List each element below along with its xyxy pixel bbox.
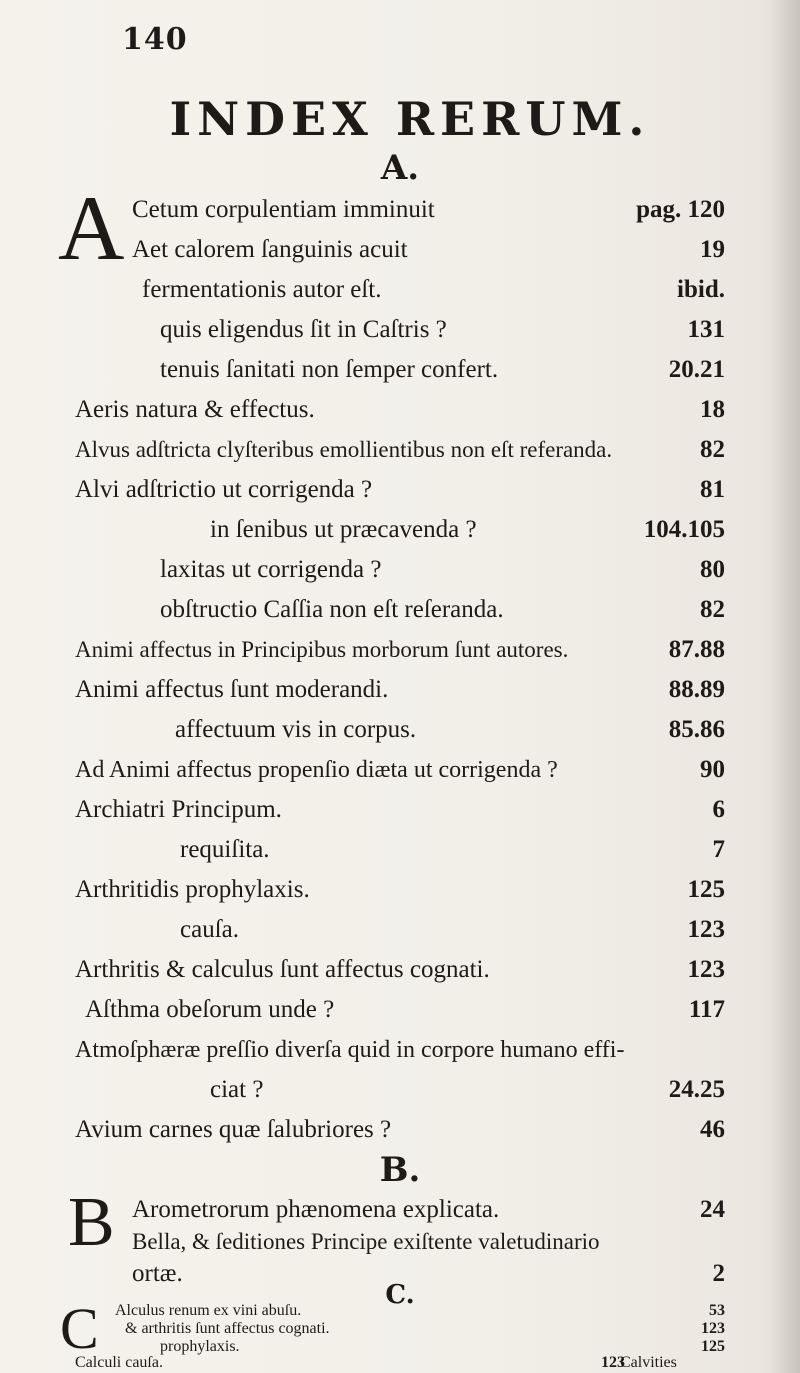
- entry-page: 82: [700, 596, 725, 623]
- entry-text: Aet calorem ſanguinis acuit: [132, 236, 408, 263]
- entry-page: 81: [700, 476, 725, 503]
- entry-text: Avium carnes quæ ſalubriores ?: [75, 1116, 392, 1143]
- entry-text: Cetum corpulentiam imminuit: [132, 196, 435, 223]
- drop-cap-c: C: [60, 1296, 99, 1361]
- index-entry: [0, 710, 800, 750]
- entry-page: 123: [701, 1320, 725, 1337]
- entry-page: 131: [687, 316, 725, 343]
- entry-page: 24.25: [668, 1076, 725, 1103]
- entry-text: prophylaxis.: [160, 1338, 240, 1355]
- entry-text: laxitas ut corrigenda ?: [160, 556, 382, 583]
- entry-text: Alculus renum ex vini abuſu.: [115, 1302, 302, 1319]
- entry-text: requiſita.: [180, 836, 270, 863]
- index-title: INDEX RERUM.: [169, 92, 651, 146]
- entry-text: Aſthma obeſorum unde ?: [85, 996, 335, 1023]
- index-entry: [0, 1320, 800, 1338]
- index-entry: [0, 470, 800, 510]
- entry-page: 88.89: [668, 676, 725, 703]
- entry-text: & arthritis ſunt affectus cognati.: [125, 1320, 330, 1337]
- index-entry: [0, 1110, 800, 1150]
- entry-text: affectuum vis in corpus.: [175, 716, 417, 743]
- entry-text: ciat ?: [210, 1076, 264, 1103]
- entry-text: Arthritidis prophylaxis.: [75, 876, 310, 903]
- entry-text: quis eligendus ſit in Caſtris ?: [160, 316, 447, 343]
- index-entry: [0, 230, 800, 270]
- index-entry: [0, 350, 800, 390]
- entry-text: Arthritis & calculus ſunt affectus cognati.: [75, 956, 490, 983]
- entry-page: 53: [709, 1302, 725, 1319]
- entry-page: 18: [700, 396, 725, 423]
- index-entry: [0, 870, 800, 910]
- entry-text: Bella, & ſeditiones Principe exiſtente valetudinario: [132, 1229, 600, 1254]
- entry-page: 123: [687, 956, 725, 983]
- entry-text: Animi affectus ſunt moderandi.: [75, 676, 389, 703]
- index-entry: [0, 910, 800, 950]
- entry-text: Calculi cauſa.: [75, 1354, 163, 1371]
- entry-text: fermentationis autor eſt.: [142, 276, 382, 303]
- entry-text: Alvi adſtrictio ut corrigenda ?: [75, 476, 373, 503]
- index-entry: [0, 990, 800, 1030]
- entry-text: Aeris natura & effectus.: [75, 396, 315, 423]
- entry-text: ortæ.: [132, 1260, 183, 1287]
- entry-page: 125: [701, 1338, 725, 1355]
- page-number: 140: [122, 22, 188, 57]
- entry-page: 117: [688, 996, 725, 1023]
- index-entry: [0, 510, 800, 550]
- page-edge-shadow: [770, 0, 800, 1373]
- index-entry: [0, 1070, 800, 1110]
- entry-text: tenuis ſanitati non ſemper confert.: [160, 356, 499, 383]
- index-entry: [0, 550, 800, 590]
- section-letter-c: C.: [385, 1280, 415, 1310]
- entry-page: 2: [712, 1260, 725, 1287]
- entry-text: cauſa.: [180, 916, 239, 943]
- entry-page: 104.105: [643, 516, 725, 543]
- index-entry: [0, 790, 800, 830]
- entry-page: 20.21: [668, 356, 725, 383]
- section-letter-a: A.: [380, 148, 420, 188]
- entry-page: 19: [700, 236, 725, 263]
- index-entry: [0, 1030, 800, 1070]
- entry-page: 24: [700, 1196, 725, 1223]
- index-entry: [0, 1354, 800, 1372]
- entry-page: 85.86: [668, 716, 725, 743]
- index-entry: [0, 430, 800, 470]
- entry-page: 123: [601, 1354, 625, 1371]
- entry-page: 80: [700, 556, 725, 583]
- entry-page: 123: [687, 916, 725, 943]
- drop-cap-a: A: [58, 177, 125, 279]
- entry-text: Animi affectus in Principibus morborum ſunt autores.: [75, 637, 569, 662]
- index-entry: [0, 630, 800, 670]
- entry-text: obſtructio Caſſia non eſt reſeranda.: [160, 596, 504, 623]
- index-entry: [0, 310, 800, 350]
- index-entry: [0, 830, 800, 870]
- entry-page: 6: [712, 796, 725, 823]
- entry-page: 125: [687, 876, 725, 903]
- index-entry: [0, 670, 800, 710]
- entry-page: 87.88: [668, 636, 725, 663]
- index-entry: [0, 390, 800, 430]
- catchword: Calvities: [620, 1354, 677, 1371]
- index-entry: [0, 270, 800, 310]
- entry-text: Atmoſphæræ preſſio diverſa quid in corpore humano effi-: [75, 1037, 625, 1063]
- entry-page: 90: [700, 756, 725, 783]
- index-entry: [0, 190, 800, 230]
- index-entry: [0, 950, 800, 990]
- entry-page: 82: [700, 436, 725, 463]
- section-letter-b: B.: [379, 1150, 421, 1190]
- entry-text: Archiatri Principum.: [75, 796, 282, 823]
- drop-cap-b: B: [68, 1184, 115, 1261]
- index-entry: [0, 590, 800, 630]
- entry-page: 7: [712, 836, 725, 863]
- entry-text: Alvus adſtricta clyſteribus emollientibus non eſt referanda.: [75, 437, 613, 462]
- entry-page: pag. 120: [636, 196, 725, 223]
- index-entry: [0, 750, 800, 790]
- entry-text: in ſenibus ut præcavenda ?: [210, 516, 477, 543]
- entry-page: ibid.: [677, 276, 725, 303]
- index-entry: [0, 1302, 800, 1320]
- entry-page: 46: [700, 1116, 725, 1143]
- entry-text: Arometrorum phænomena explicata.: [132, 1196, 500, 1223]
- entry-text: Ad Animi affectus propenſio diæta ut corrigenda ?: [75, 757, 558, 783]
